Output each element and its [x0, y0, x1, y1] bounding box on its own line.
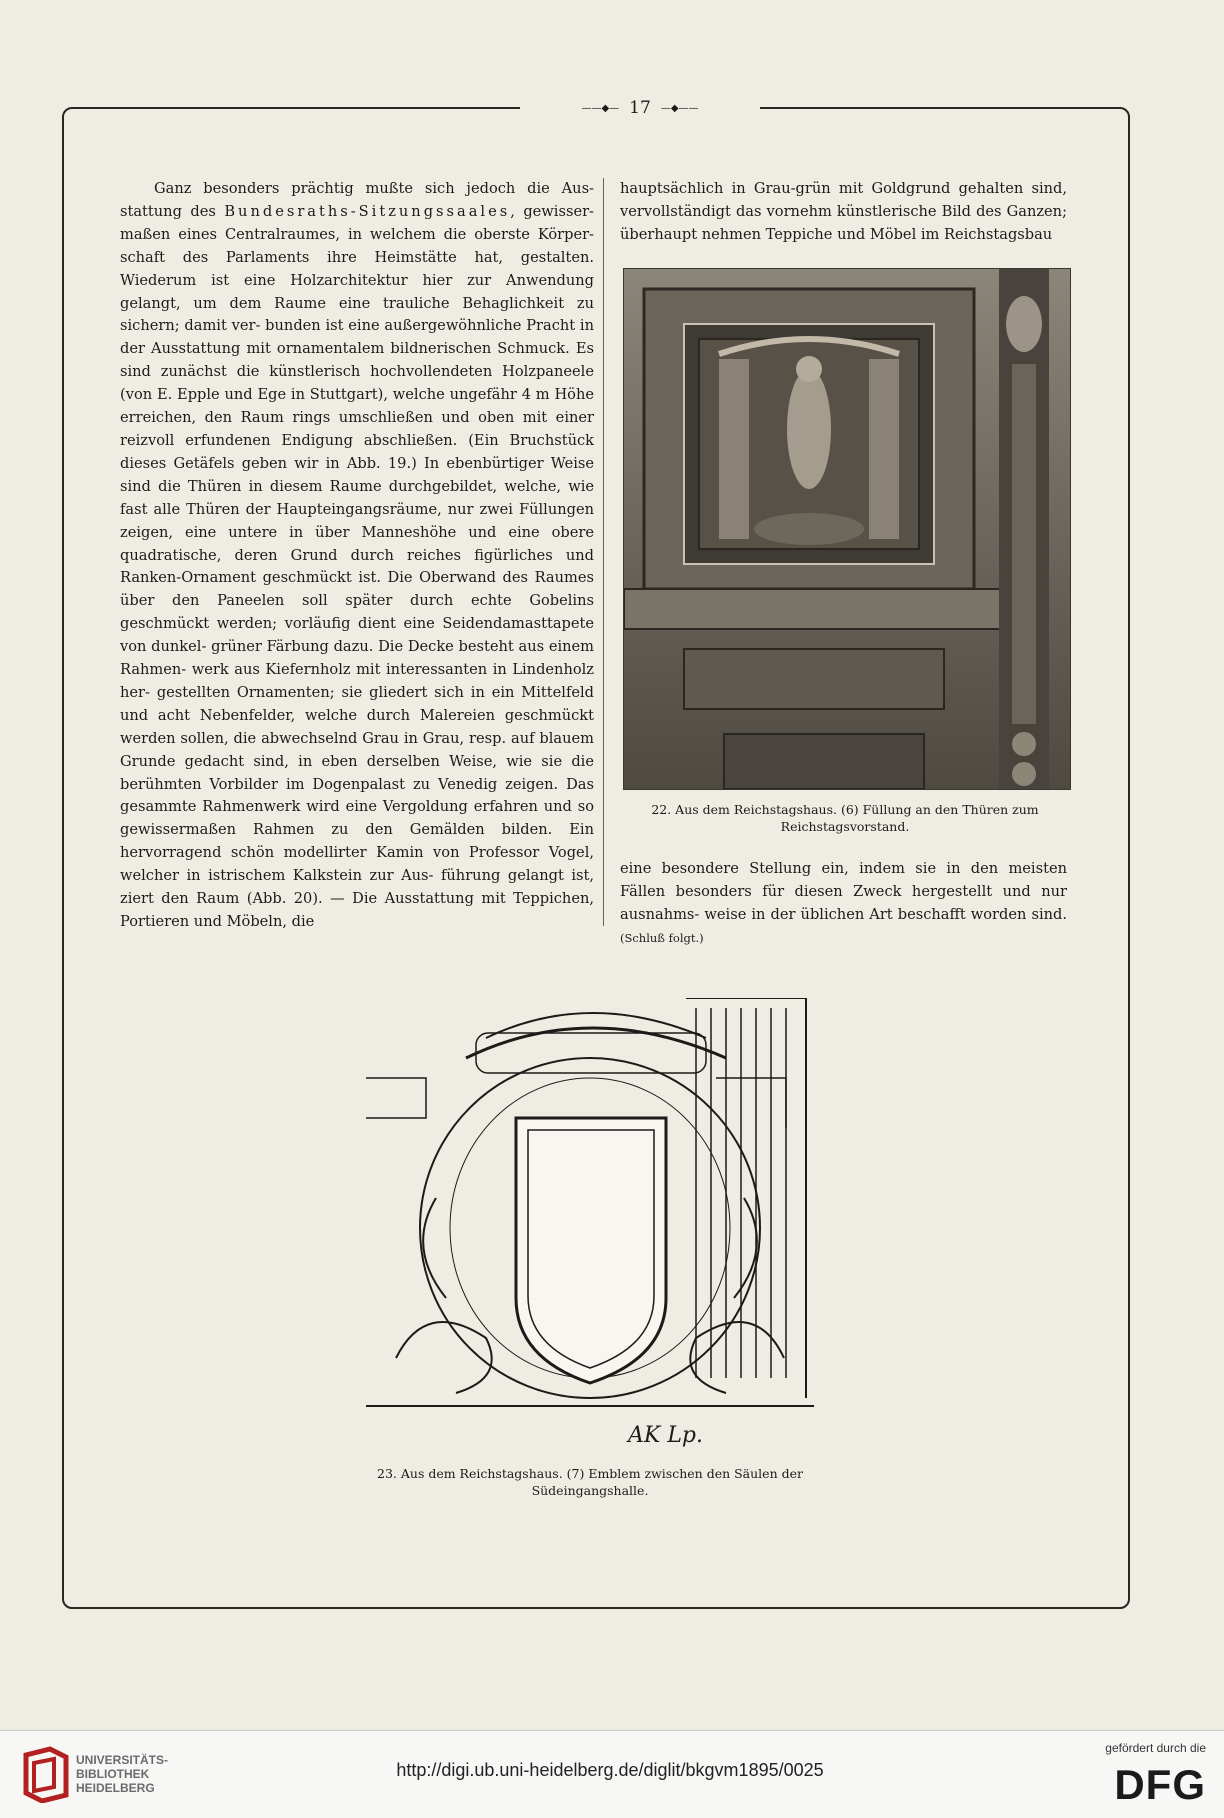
- left-text-start: Ganz besonders prächtig mußte sich jedoch die Aus-: [154, 180, 594, 197]
- funding-label: gefördert durch die: [1105, 1741, 1206, 1755]
- page-number: 17: [629, 98, 651, 118]
- page-header: [520, 96, 760, 120]
- left-column-paragraph: [120, 178, 594, 934]
- source-url-link[interactable]: http://digi.ub.uni-heidelberg.de/diglit/bkgvm1895/0025: [396, 1760, 824, 1780]
- left-text-part: stattung des: [120, 202, 225, 220]
- right-bottom-body: eine besondere Stellung ein, indem sie in den meisten Fällen besonders für diesen Zweck hergestellt und nur ausnahms- weise in der üblichen Art beschafft worden sind.: [620, 860, 1067, 923]
- header-ornament-right: —◆——: [660, 102, 699, 114]
- right-column-bottom: [620, 858, 1067, 950]
- university-library-name: [76, 1753, 168, 1795]
- left-column: [120, 178, 594, 934]
- university-library-logo-icon: [20, 1745, 72, 1803]
- figure-23-caption: 23. Aus dem Reichstagshaus. (7) Emblem zwischen den Säulen der Südeingangshalle.: [377, 1466, 803, 1498]
- header-ornament-left: ——◆—: [581, 102, 620, 114]
- right-column-bottom-text: [620, 858, 1067, 950]
- library-name-line-2: BIBLIOTHEK: [76, 1767, 150, 1781]
- library-name-line-1: UNIVERSITÄTS-: [76, 1753, 169, 1767]
- column-divider: [603, 178, 604, 926]
- door-panel-illustration: [624, 269, 1070, 789]
- continued-note: (Schluß folgt.): [620, 930, 704, 945]
- figure-23-signature: AK Lp.: [628, 1423, 704, 1448]
- library-name-line-3: HEIDELBERG: [76, 1781, 155, 1795]
- footer-bar: [0, 1730, 1224, 1818]
- emphasis-room-name: Bundesraths-Sitzungssaales: [224, 202, 511, 220]
- figure-22-door-panel: [623, 268, 1071, 790]
- figure-23-emblem: [366, 998, 814, 1450]
- dfg-logo: DFG: [1114, 1761, 1206, 1808]
- emblem-illustration: [366, 998, 814, 1450]
- left-text-body: , gewisser- maßen eines Centralraumes, in welchem die oberste Körper- schaft des Parlaments ihre Heimstätte hat, gestalten. Wiederum ist eine Holzarchitektur hier zur Anwendung gelangt, um dem Raume eine trauliche Behaglichkeit zu sichern; damit ver- bunden ist eine außergewöhnliche Pracht in der Ausstattung mit ornamentalem bildnerischen Schmuck. Es sind zunächst die künstlerisch hochvollendeten Holzpaneele (von E. Epple und Ege in Stuttgart), welche ungefähr 4 m Höhe erreichen, den Raum rings umschließen und oben mit einer reizvoll erfundenen Endigung abschließen. (Ein Bruchstück dieses Getäfels geben wir in Abb. 19.) In ebenbürtiger Weise sind die Thüren in diesem Raume durchgebildet, welche, wie fast alle Thüren der Haupteingangsräume, nur zwei Füllungen zeigen, eine untere in über Manneshöhe und eine obere quadratische, deren Grund durch reiches figürliches und Ranken-Ornament geschmückt ist. Die Oberwand des Raumes über den Paneelen soll später durch echte Gobelins geschmückt werden; vorläufig dient eine Seidendamasttapete von dunkel- grüner Färbung dazu. Die Decke besteht aus einem Rahmen- werk aus Kiefernholz mit interessanten in Lindenholz her- gestellten Ornamenten; sie gliedert sich in ein Mittelfeld und acht Nebenfelder, welche durch Malereien geschmückt werden sollen, die abwechselnd Grau in Grau, resp. auf blauem Grunde gedacht sind, in eben derselben Weise, wie sie die berühmten Vorbilder im Dogenpalast zu Venedig zeigen. Das gesammte Rahmenwerk wird eine Vergoldung erfahren und so gewissermaßen Rahmen zu den Gemälden bilden. Ein hervorragend schön modellirter Kamin von Professor Vogel, welcher in istrischem Kalkstein zur Aus- führung gelangt ist, ziert den Raum (Abb. 20). — Die Ausstattung mit Teppichen, Portieren und Möbeln, die: [120, 202, 594, 930]
- right-column-top-text: hauptsächlich in Grau-grün mit Goldgrund gehalten sind, vervollständigt das vornehm künstlerische Bild des Ganzen; überhaupt nehmen Teppiche und Möbel im Reichstagsbau: [620, 180, 1067, 243]
- right-column-top: [620, 178, 1067, 247]
- figure-22-caption: 22. Aus dem Reichstagshaus. (6) Füllung an den Thüren zum Reichstagsvorstand.: [651, 802, 1039, 834]
